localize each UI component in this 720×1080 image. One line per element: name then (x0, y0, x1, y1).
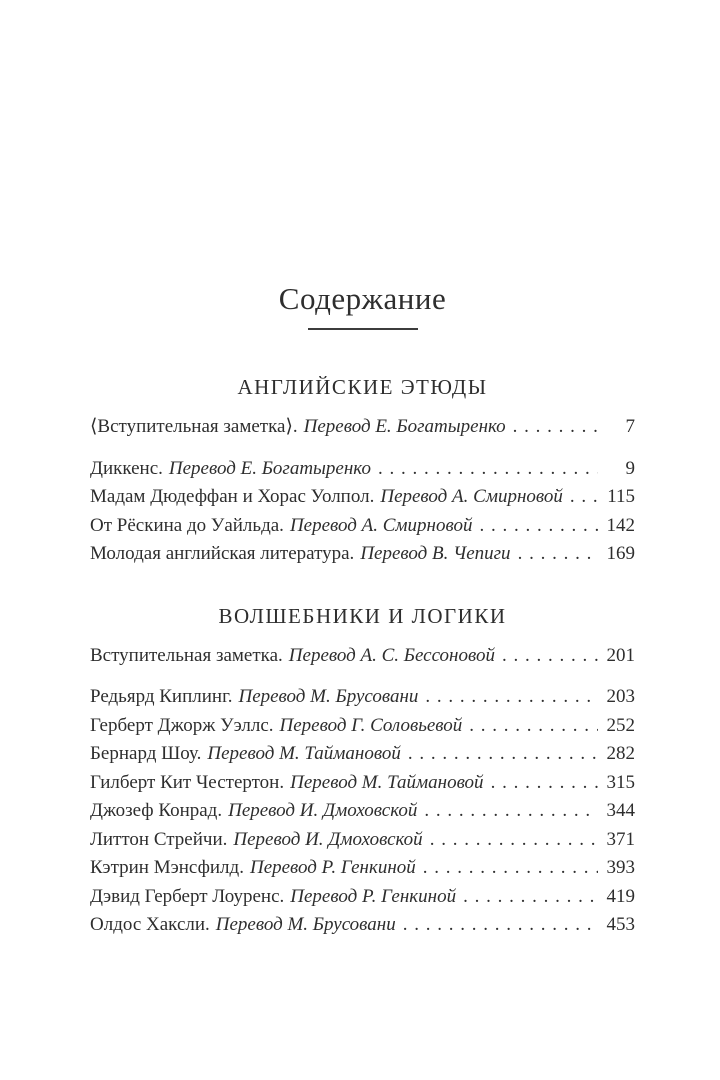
entry-page-number: 115 (607, 486, 635, 507)
entry-page-number: 282 (606, 743, 635, 764)
entry-page-number: 393 (606, 857, 635, 878)
toc-entry (90, 540, 635, 569)
toc-entry (90, 512, 635, 541)
entry-translator: Перевод И. Дмоховской (228, 800, 418, 821)
entry-translator: Перевод Е. Богатыренко (303, 416, 506, 437)
entry-translator: Перевод Е. Богатыренко (168, 457, 371, 479)
entry-translator: Перевод Р. Генкиной (249, 857, 416, 878)
entry-page-number: 419 (606, 885, 635, 907)
entry-page-number: 7 (625, 416, 635, 437)
toc-content (90, 280, 635, 940)
entry-translator: Перевод М. Брусовани (215, 914, 396, 935)
entry-title: Гилберт Кит Честертон. (90, 771, 285, 793)
dot-leader (479, 512, 598, 541)
entry-title: Дэвид Герберт Лоуренс. (90, 885, 285, 907)
toc-entry (90, 455, 635, 484)
entry-page-number: 315 (606, 771, 635, 793)
dot-leader (424, 797, 598, 826)
entry-title: Олдос Хаксли. (90, 914, 210, 935)
toc-entry (90, 642, 635, 671)
entry-title: Вступительная заметка. (90, 644, 283, 666)
toc-entry (90, 826, 635, 855)
toc-entry (90, 683, 635, 712)
entry-title: Диккенс. (90, 457, 163, 479)
toc-entry (90, 740, 635, 769)
toc-entry (90, 483, 635, 512)
dot-leader (403, 911, 598, 940)
entry-page-number: 203 (606, 686, 635, 707)
entry-page-number: 453 (606, 914, 635, 935)
toc-section (90, 374, 635, 569)
dot-leader (502, 642, 598, 671)
toc-entry (90, 769, 635, 798)
entry-translator: Перевод В. Чепиги (360, 543, 511, 564)
entry-translator: Перевод А. Смирновой (380, 486, 563, 507)
entry-title: Литтон Стрейчи. (90, 828, 228, 850)
entry-title: От Рёскина до Уайльда. (90, 514, 284, 536)
toc-entry (90, 797, 635, 826)
dot-leader (518, 540, 598, 569)
section-heading: АНГЛИЙСКИЕ ЭТЮДЫ (237, 375, 488, 399)
dot-leader (513, 413, 598, 442)
page-title: Содержание (278, 281, 447, 316)
entry-page-number: 201 (606, 644, 635, 666)
dot-leader (408, 740, 598, 769)
entry-translator: Перевод А. С. Бессоновой (288, 644, 495, 666)
dot-leader (491, 769, 598, 798)
dot-leader (425, 683, 598, 712)
entry-translator: Перевод И. Дмоховской (233, 828, 423, 850)
entry-title: Герберт Джорж Уэллс. (90, 714, 274, 736)
entry-translator: Перевод Р. Генкиной (290, 885, 457, 907)
section-entries (90, 413, 635, 569)
toc-sections (90, 374, 635, 940)
dot-leader (378, 455, 598, 484)
toc-entry (90, 413, 635, 442)
entry-page-number: 371 (606, 828, 635, 850)
section-heading: ВОЛШЕБНИКИ И ЛОГИКИ (218, 603, 507, 628)
dot-leader (469, 712, 598, 741)
entry-translator: Перевод А. Смирновой (289, 514, 473, 536)
entry-page-number: 169 (606, 543, 635, 564)
entry-title: ⟨Вступительная заметка⟩. (90, 416, 298, 437)
entry-translator: Перевод М. Брусовани (238, 686, 419, 707)
entry-page-number: 142 (606, 514, 635, 536)
entry-translator: Перевод М. Таймановой (207, 743, 401, 764)
entry-title: Редьярд Киплинг. (90, 686, 233, 707)
title-underline (308, 328, 418, 330)
entry-title: Молодая английская литература. (90, 543, 355, 564)
entry-page-number: 344 (606, 800, 635, 821)
entry-page-number: 9 (625, 457, 635, 479)
section-entries (90, 642, 635, 940)
dot-leader (423, 854, 598, 883)
toc-entry (90, 911, 635, 940)
dot-leader (463, 883, 598, 912)
entry-page-number: 252 (606, 714, 635, 736)
dot-leader (570, 483, 598, 512)
entry-title: Бернард Шоу. (90, 743, 202, 764)
entry-translator: Перевод М. Таймановой (290, 771, 484, 793)
dot-leader (430, 826, 598, 855)
entry-title: Мадам Дюдеффан и Хорас Уолпол. (90, 486, 375, 507)
entry-title: Кэтрин Мэнсфилд. (90, 857, 244, 878)
toc-section (90, 603, 635, 940)
toc-entry (90, 854, 635, 883)
entry-translator: Перевод Г. Соловьевой (279, 714, 463, 736)
toc-entry (90, 883, 635, 912)
toc-entry (90, 712, 635, 741)
entry-title: Джозеф Конрад. (90, 800, 223, 821)
